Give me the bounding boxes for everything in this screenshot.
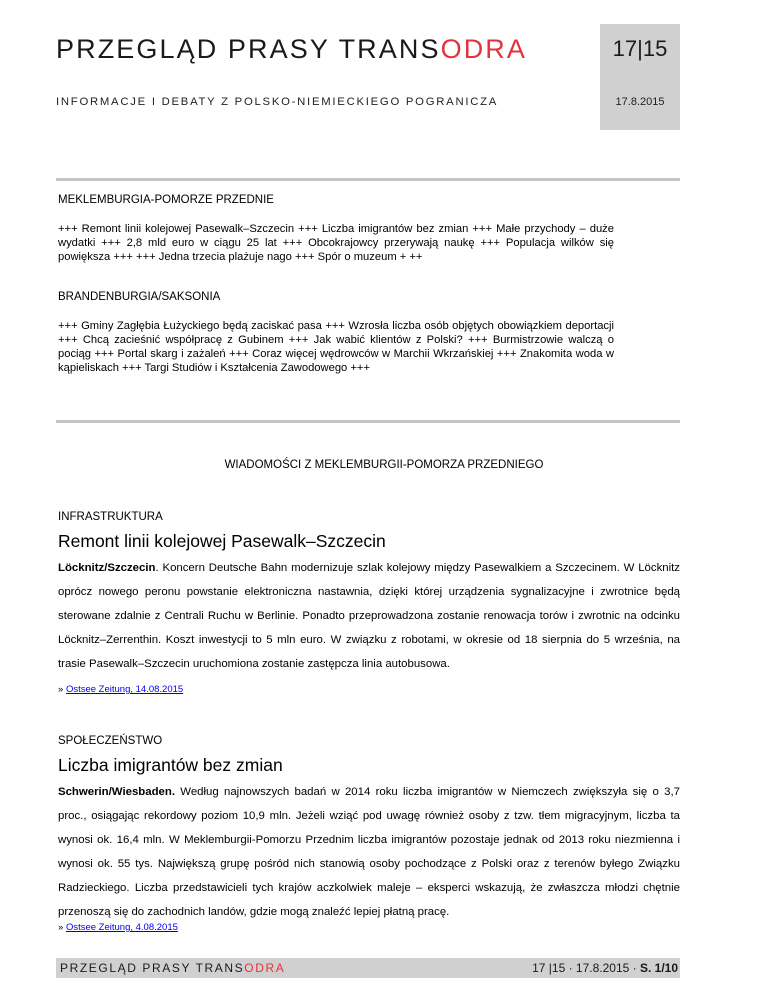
- footer-brand: [60, 961, 285, 975]
- source-marker: »: [58, 922, 66, 933]
- divider-bottom: [56, 420, 680, 423]
- article-title: Liczba imigrantów bez zmian: [58, 755, 283, 775]
- summary-text-bb: +++ Gminy Zagłębia Łużyckiego będą zaciskać pasa +++ Wzrosła liczba osób objętych obowiązkiem deportacji +++ Chcą zacieśnić współpracę z Gubinem +++ Jak wabić klientów z Polski? +++ Burmistrzowie walczą o pociąg +++ Portal skarg i zażaleń +++ Coraz więcej wędrowców w Marchii Wkrzańskiej +++ Znakomita woda w kąpieliskach +++ Targi Studiów i Kształcenia Zawodowego +++: [58, 320, 614, 374]
- footer-bar: [56, 958, 680, 978]
- article-body: [58, 780, 680, 924]
- footer-brand-accent: ODRA: [244, 961, 286, 975]
- source-marker: »: [58, 684, 66, 695]
- article-place: Löcknitz/Szczecin: [58, 562, 156, 574]
- summary-label-mv: MEKLEMBURGIA-POMORZE PRZEDNIE: [58, 194, 274, 206]
- source-link[interactable]: Ostsee Zeitung, 14.08.2015: [65, 684, 184, 695]
- masthead-subtitle: INFORMACJE I DEBATY Z POLSKO-NIEMIECKIEGO POGRANICZA: [56, 96, 499, 108]
- masthead-title: [56, 34, 527, 65]
- article-title: Remont linii kolejowej Pasewalk–Szczecin: [58, 531, 386, 551]
- footer-issue: 17 |15 · 17.8.2015 ·: [532, 961, 640, 975]
- summary-label-bb: BRANDENBURGIA/SAKSONIA: [58, 291, 221, 303]
- article-body: [58, 556, 680, 676]
- masthead-title-accent: ODRA: [440, 34, 528, 64]
- article-place: Schwerin/Wiesbaden.: [58, 786, 175, 798]
- issue-box: [600, 24, 680, 130]
- footer-brand-main: PRZEGLĄD PRASY TRANS: [60, 961, 245, 975]
- issue-date: 17.8.2015: [615, 96, 665, 108]
- news-section-heading: WIADOMOŚCI Z MEKLEMBURGII-POMORZA PRZEDNIEGO: [224, 459, 544, 471]
- issue-number: 17|15: [612, 36, 668, 61]
- article-text: Według najnowszych badań w 2014 roku liczba imigrantów w Niemczech zwiększyła się o 3,7 proc., osiągając rekordowy poziom 10,9 mln. Jeżeli wziąć pod uwagę również osoby z tzw. tłem migracyjnym, liczba ta wynosi ok. 16,4 mln. W Meklemburgii-Pomorzu Przednim liczba imigrantów pozostaje jednak od 2013 roku niezmienna i wynosi ok. 55 tys. Największą grupę pośród nich stanowią osoby pochodzące z Polski oraz z terenów byłego Związku Radzieckiego. Liczba przedstawicieli tych krajów aczkolwiek maleje – eksperci wskazują, że zwłaszcza młodzi chętnie przenoszą się do zachodnich landów, gdzie mogą znaleźć lepiej płatną pracę.: [58, 786, 680, 918]
- article-category: INFRASTRUKTURA: [58, 511, 163, 523]
- article-category: SPOŁECZEŃSTWO: [58, 735, 163, 747]
- footer-page-info: [532, 961, 678, 975]
- divider-top: [56, 178, 680, 181]
- summary-text-mv: +++ Remont linii kolejowej Pasewalk–Szczecin +++ Liczba imigrantów bez zmian +++ Małe przychody – duże wydatki +++ 2,8 mld euro w ciągu 25 lat +++ Obcokrajowcy przerywają naukę +++ Populacja wilków się powiększa +++ +++ Jedna trzecia plażuje nago +++ Spór o muzeum + ++: [58, 223, 614, 263]
- article-source: [58, 922, 178, 933]
- page-number: S. 1/10: [639, 961, 678, 975]
- article-text: . Koncern Deutsche Bahn modernizuje szlak kolejowy między Pasewalkiem a Szczecinem. W Löcknitz oprócz nowego peronu powstanie elektroniczna nastawnia, dzięki której urządzenia sygnalizacyjne i zwrotnice będą sterowane zdalnie z Centrali Ruchu w Berlinie. Ponadto przeprowadzona zostanie renowacja torów i zwrotnic na odcinku Löcknitz–Zerrenthin. Koszt inwestycji to 5 mln euro. W związku z robotami, w okresie od 18 sierpnia do 5 września, na trasie Pasewalk–Szczecin uruchomiona zostanie zastępcza linia autobusowa.: [58, 562, 680, 670]
- article-source: [58, 684, 183, 695]
- source-link[interactable]: Ostsee Zeitung, 4.08.2015: [65, 922, 178, 933]
- masthead-title-main: PRZEGLĄD PRASY TRANS: [56, 34, 441, 64]
